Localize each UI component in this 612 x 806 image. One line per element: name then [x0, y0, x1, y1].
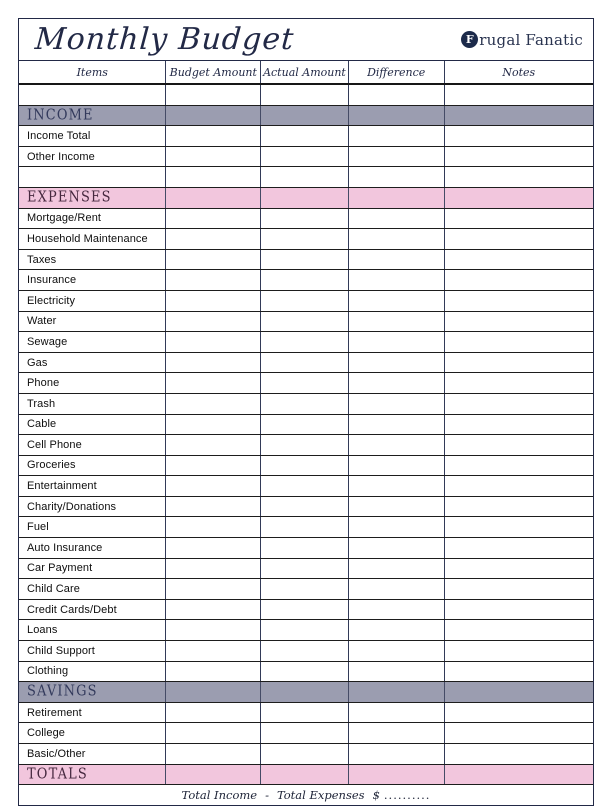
difference-cell	[348, 723, 444, 743]
item-label: Gas	[27, 356, 48, 369]
item-label: Sewage	[27, 335, 68, 348]
table-row	[19, 332, 593, 353]
table-row	[19, 559, 593, 580]
item-label: Phone	[27, 377, 60, 390]
actual-amount-cell	[260, 394, 348, 414]
item-label-cell	[19, 600, 165, 620]
item-label-cell	[19, 373, 165, 393]
item-label-cell	[19, 270, 165, 290]
item-label-cell	[19, 312, 165, 332]
total-income-label: Total Income	[181, 788, 258, 803]
notes-cell	[444, 332, 594, 352]
actual-amount-cell	[260, 476, 348, 496]
totals-formula-row	[19, 785, 593, 805]
budget-amount-cell	[165, 538, 260, 558]
budget-amount-cell	[165, 106, 260, 126]
budget-amount-cell	[165, 126, 260, 146]
actual-amount-cell	[260, 229, 348, 249]
notes-cell	[444, 250, 594, 270]
table-row	[19, 373, 593, 394]
budget-amount-cell	[165, 85, 260, 105]
notes-cell	[444, 538, 594, 558]
table-row	[19, 415, 593, 436]
item-label-cell	[19, 456, 165, 476]
difference-cell	[348, 106, 444, 126]
item-label: Clothing	[27, 665, 69, 678]
section-label-cell	[19, 682, 165, 702]
empty-cell	[19, 85, 165, 105]
budget-table	[18, 61, 594, 806]
table-row	[19, 517, 593, 538]
actual-amount-cell	[260, 723, 348, 743]
notes-cell	[444, 662, 594, 682]
title-bar	[18, 18, 594, 61]
table-row	[19, 270, 593, 291]
actual-amount-cell	[260, 744, 348, 764]
difference-cell	[348, 147, 444, 167]
item-label-cell	[19, 703, 165, 723]
budget-amount-cell	[165, 167, 260, 187]
difference-cell	[348, 167, 444, 187]
budget-amount-cell	[165, 332, 260, 352]
item-label-cell	[19, 641, 165, 661]
difference-cell	[348, 312, 444, 332]
table-row	[19, 456, 593, 477]
item-label-cell	[19, 476, 165, 496]
notes-cell	[444, 435, 594, 455]
budget-amount-cell	[165, 703, 260, 723]
item-label-cell	[19, 517, 165, 537]
section-band-expenses	[19, 188, 593, 209]
budget-amount-cell	[165, 517, 260, 537]
item-label: Charity/Donations	[27, 500, 117, 513]
notes-cell	[444, 579, 594, 599]
notes-cell	[444, 270, 594, 290]
budget-amount-cell	[165, 312, 260, 332]
item-label: Loans	[27, 624, 58, 637]
budget-amount-cell	[165, 250, 260, 270]
item-label-cell	[19, 353, 165, 373]
section-band-savings	[19, 682, 593, 703]
item-label: Retirement	[27, 706, 82, 719]
budget-amount-cell	[165, 476, 260, 496]
item-label: Water	[27, 315, 57, 328]
notes-cell	[444, 209, 594, 229]
table-row	[19, 744, 593, 765]
frugal-fanatic-logo	[461, 31, 583, 49]
notes-cell	[444, 147, 594, 167]
difference-cell	[348, 744, 444, 764]
section-band-income	[19, 106, 593, 127]
actual-amount-cell	[260, 703, 348, 723]
difference-cell	[348, 229, 444, 249]
actual-amount-cell	[260, 106, 348, 126]
difference-cell	[348, 620, 444, 640]
difference-cell	[348, 188, 444, 208]
table-row	[19, 600, 593, 621]
item-label: Groceries	[27, 459, 76, 472]
difference-cell	[348, 250, 444, 270]
notes-cell	[444, 456, 594, 476]
difference-cell	[348, 517, 444, 537]
item-label: Credit Cards/Debt	[27, 603, 117, 616]
notes-cell	[444, 188, 594, 208]
table-row	[19, 435, 593, 456]
notes-cell	[444, 415, 594, 435]
item-label: Other Income	[27, 150, 95, 163]
column-header-budget-amount: Budget Amount	[165, 61, 260, 83]
item-label-cell	[19, 744, 165, 764]
section-label-cell	[19, 188, 165, 208]
item-label: Fuel	[27, 521, 49, 534]
item-label-cell	[19, 147, 165, 167]
notes-cell	[444, 703, 594, 723]
actual-amount-cell	[260, 250, 348, 270]
item-label-cell	[19, 394, 165, 414]
actual-amount-cell	[260, 765, 348, 785]
item-label-cell	[19, 579, 165, 599]
item-label-cell	[19, 209, 165, 229]
budget-amount-cell	[165, 620, 260, 640]
notes-cell	[444, 476, 594, 496]
difference-cell	[348, 435, 444, 455]
difference-cell	[348, 270, 444, 290]
difference-cell	[348, 600, 444, 620]
item-label: Child Care	[27, 583, 80, 596]
notes-cell	[444, 167, 594, 187]
item-label: Basic/Other	[27, 747, 86, 760]
actual-amount-cell	[260, 682, 348, 702]
budget-amount-cell	[165, 662, 260, 682]
notes-cell	[444, 600, 594, 620]
notes-cell	[444, 106, 594, 126]
difference-cell	[348, 662, 444, 682]
actual-amount-cell	[260, 85, 348, 105]
budget-amount-cell	[165, 291, 260, 311]
column-header-notes: Notes	[444, 61, 594, 83]
difference-cell	[348, 353, 444, 373]
actual-amount-cell	[260, 559, 348, 579]
actual-amount-cell	[260, 517, 348, 537]
table-row	[19, 291, 593, 312]
difference-cell	[348, 394, 444, 414]
actual-amount-cell	[260, 497, 348, 517]
item-label: Child Support	[27, 644, 95, 657]
difference-cell	[348, 641, 444, 661]
actual-amount-cell	[260, 373, 348, 393]
budget-amount-cell	[165, 641, 260, 661]
budget-amount-cell	[165, 373, 260, 393]
item-label: Household Maintenance	[27, 232, 148, 245]
difference-cell	[348, 85, 444, 105]
budget-amount-cell	[165, 229, 260, 249]
item-label: Income Total	[27, 129, 91, 142]
item-label-cell	[19, 435, 165, 455]
item-label: Electricity	[27, 294, 76, 307]
actual-amount-cell	[260, 435, 348, 455]
item-label: Car Payment	[27, 562, 93, 575]
budget-amount-cell	[165, 723, 260, 743]
brand-initial-icon: F	[461, 31, 478, 48]
notes-cell	[444, 312, 594, 332]
difference-cell	[348, 456, 444, 476]
actual-amount-cell	[260, 188, 348, 208]
table-row	[19, 147, 593, 168]
item-label: Cable	[27, 418, 57, 431]
notes-cell	[444, 229, 594, 249]
budget-sheet	[18, 18, 594, 806]
table-row	[19, 579, 593, 600]
actual-amount-cell	[260, 332, 348, 352]
table-row	[19, 538, 593, 559]
notes-cell	[444, 126, 594, 146]
section-title: TOTALS	[27, 764, 88, 783]
notes-cell	[444, 559, 594, 579]
table-row	[19, 250, 593, 271]
difference-cell	[348, 291, 444, 311]
item-label-cell	[19, 229, 165, 249]
budget-amount-cell	[165, 600, 260, 620]
budget-amount-cell	[165, 456, 260, 476]
budget-amount-cell	[165, 353, 260, 373]
brand-name: rugal Fanatic	[479, 30, 583, 49]
difference-cell	[348, 415, 444, 435]
difference-cell	[348, 476, 444, 496]
column-header-difference: Difference	[348, 61, 444, 83]
notes-cell	[444, 394, 594, 414]
notes-cell	[444, 291, 594, 311]
notes-cell	[444, 641, 594, 661]
amount-blank: ..........	[383, 788, 431, 803]
section-title: SAVINGS	[27, 682, 98, 700]
total-expenses-label: Total Expenses	[276, 788, 365, 803]
budget-amount-cell	[165, 497, 260, 517]
spacer-row	[19, 85, 593, 106]
actual-amount-cell	[260, 291, 348, 311]
difference-cell	[348, 209, 444, 229]
budget-amount-cell	[165, 147, 260, 167]
table-row	[19, 126, 593, 147]
table-row	[19, 209, 593, 230]
item-label-cell	[19, 126, 165, 146]
difference-cell	[348, 332, 444, 352]
difference-cell	[348, 579, 444, 599]
actual-amount-cell	[260, 600, 348, 620]
item-label: Entertainment	[27, 480, 97, 493]
item-label: Cell Phone	[27, 438, 82, 451]
item-label-cell	[19, 497, 165, 517]
item-label-cell	[19, 620, 165, 640]
notes-cell	[444, 765, 594, 785]
actual-amount-cell	[260, 270, 348, 290]
notes-cell	[444, 373, 594, 393]
budget-amount-cell	[165, 415, 260, 435]
item-label: Taxes	[27, 253, 57, 266]
budget-amount-cell	[165, 579, 260, 599]
item-label-cell	[19, 250, 165, 270]
difference-cell	[348, 126, 444, 146]
notes-cell	[444, 744, 594, 764]
notes-cell	[444, 497, 594, 517]
currency-symbol: $	[372, 788, 380, 803]
budget-amount-cell	[165, 435, 260, 455]
notes-cell	[444, 723, 594, 743]
section-label-cell	[19, 106, 165, 126]
item-label-cell	[19, 538, 165, 558]
table-row	[19, 229, 593, 250]
item-label-cell	[19, 559, 165, 579]
item-label: Trash	[27, 397, 56, 410]
item-label: College	[27, 727, 66, 740]
section-label-cell	[19, 765, 165, 785]
item-label: Insurance	[27, 274, 77, 287]
budget-amount-cell	[165, 188, 260, 208]
budget-amount-cell	[165, 765, 260, 785]
difference-cell	[348, 703, 444, 723]
item-label: Auto Insurance	[27, 541, 103, 554]
budget-amount-cell	[165, 559, 260, 579]
item-label-cell	[19, 332, 165, 352]
actual-amount-cell	[260, 620, 348, 640]
item-label: Mortgage/Rent	[27, 212, 102, 225]
actual-amount-cell	[260, 456, 348, 476]
actual-amount-cell	[260, 415, 348, 435]
actual-amount-cell	[260, 209, 348, 229]
item-label-cell	[19, 415, 165, 435]
section-title: INCOME	[27, 105, 94, 124]
table-row	[19, 620, 593, 641]
notes-cell	[444, 517, 594, 537]
table-row	[19, 497, 593, 518]
item-label-cell	[19, 723, 165, 743]
table-row	[19, 641, 593, 662]
spacer-row	[19, 167, 593, 188]
table-row	[19, 353, 593, 374]
difference-cell	[348, 765, 444, 785]
table-row	[19, 703, 593, 724]
actual-amount-cell	[260, 312, 348, 332]
column-header-actual-amount: Actual Amount	[260, 61, 348, 83]
item-label-cell	[19, 291, 165, 311]
actual-amount-cell	[260, 538, 348, 558]
difference-cell	[348, 559, 444, 579]
table-row	[19, 723, 593, 744]
column-header-items: Items	[76, 65, 108, 79]
table-body	[19, 85, 593, 805]
budget-amount-cell	[165, 394, 260, 414]
notes-cell	[444, 85, 594, 105]
page-title: Monthly Budget	[33, 21, 296, 57]
item-label-cell	[19, 662, 165, 682]
difference-cell	[348, 682, 444, 702]
budget-amount-cell	[165, 744, 260, 764]
actual-amount-cell	[260, 147, 348, 167]
table-row	[19, 476, 593, 497]
difference-cell	[348, 538, 444, 558]
section-band-totals	[19, 765, 593, 786]
actual-amount-cell	[260, 353, 348, 373]
minus-operator: -	[265, 788, 269, 803]
table-row	[19, 312, 593, 333]
actual-amount-cell	[260, 579, 348, 599]
section-title: EXPENSES	[27, 188, 112, 206]
budget-amount-cell	[165, 270, 260, 290]
empty-cell	[19, 167, 165, 187]
budget-amount-cell	[165, 682, 260, 702]
table-row	[19, 394, 593, 415]
actual-amount-cell	[260, 641, 348, 661]
difference-cell	[348, 373, 444, 393]
table-row	[19, 662, 593, 683]
notes-cell	[444, 620, 594, 640]
actual-amount-cell	[260, 126, 348, 146]
notes-cell	[444, 353, 594, 373]
actual-amount-cell	[260, 167, 348, 187]
difference-cell	[348, 497, 444, 517]
actual-amount-cell	[260, 662, 348, 682]
budget-amount-cell	[165, 209, 260, 229]
notes-cell	[444, 682, 594, 702]
table-header-row	[19, 61, 593, 85]
